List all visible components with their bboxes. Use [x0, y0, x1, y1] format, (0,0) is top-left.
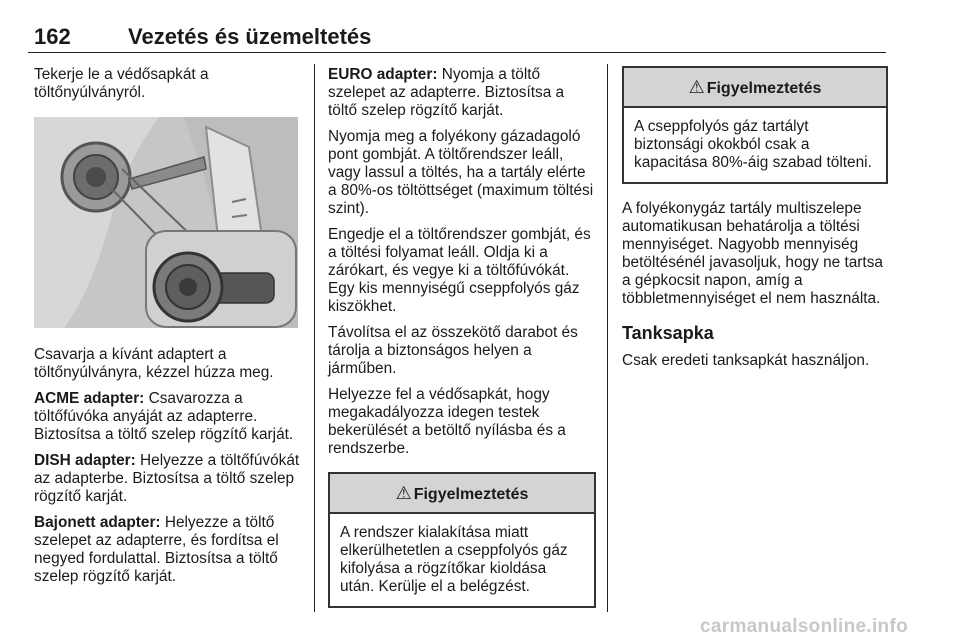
chapter-title: Vezetés és üzemeltetés	[128, 24, 372, 49]
acme-adapter-term: ACME adapter:	[34, 390, 145, 407]
paragraph: Csavarja a kívánt adaptert a töltőnyúlványra, kézzel húzza meg.	[34, 346, 274, 381]
column-divider	[607, 64, 608, 612]
section-heading: Tanksapka	[622, 323, 714, 343]
paragraph: Csak eredeti tanksapkát használjon.	[622, 352, 870, 369]
paragraph: Helyezze fel a védősapkát, hogy megakadályozza idegen testek bekerülését a betöltő nyílásba és a rendszerbe.	[328, 386, 566, 457]
warning-title: Figyelmeztetés	[706, 80, 822, 97]
paragraph: Távolítsa el az összekötő darabot és tárolja a biztonságos helyen a járműben.	[328, 324, 578, 377]
dish-adapter-paragraph	[34, 452, 300, 506]
acme-adapter-text: Csavarozza a töltőfúvóka anyáját az adapterre. Biztosítsa a töltő szelep rögzítő karját.	[34, 390, 294, 443]
euro-adapter-term: EURO adapter:	[328, 66, 438, 83]
paragraph: Engedje el a töltőrendszer gombját, és a töltési folyamat leáll. Oldja ki a zárókart, és vegye ki a töltőfúvókát. Egy kis mennyiségű cseppfolyós gáz kiszökhet.	[328, 226, 591, 315]
bajonett-adapter-paragraph	[34, 514, 300, 586]
fuel-filler-adapter-figure	[34, 117, 298, 328]
acme-adapter-paragraph	[34, 390, 300, 444]
column-middle	[328, 66, 596, 620]
warning-title: Figyelmeztetés	[413, 486, 529, 503]
dish-adapter-text: Helyezze a töltőfúvókát az adapterbe. Biztosítsa a töltő szelep rögzítő karját.	[34, 452, 300, 505]
warning-text: A rendszer kialakítása miatt elkerülhetetlen a cseppfolyós gáz kifolyása a rögzítőkar kioldása után. Kerülje el a belégzést.	[340, 524, 568, 595]
warning-triangle-icon: ⚠	[688, 77, 705, 97]
column-left	[34, 66, 300, 594]
dish-adapter-term: DISH adapter:	[34, 452, 136, 469]
euro-adapter-text: Nyomja a töltő szelepet az adapterre. Biztosítsa a töltő szelep rögzítő karját.	[328, 66, 565, 119]
warning-box	[328, 472, 596, 608]
warning-box	[622, 66, 888, 184]
page-number: 162	[34, 24, 71, 49]
paragraph: Nyomja meg a folyékony gázadagoló pont gombját. A töltőrendszer leáll, vagy lassul a töltés, ha a tartály elérte a 80%-os töltöttséget (maximum töltési szint).	[328, 128, 594, 217]
fuel-filler-adapter-illustration	[34, 117, 298, 328]
paragraph: Tekerje le a védősapkát a töltőnyúlványról.	[34, 66, 209, 101]
column-right	[622, 66, 888, 378]
warning-header	[330, 474, 594, 514]
paragraph: A folyékonygáz tartály multiszelepe automatikusan behatárolja a töltési mennyiséget. Nagyobb mennyiség betöltésénél javasoljuk, hogy ne tartsa a gépkocsit napon, amíg a többletmennyiséget el nem használta.	[622, 200, 883, 307]
warning-header	[624, 68, 886, 108]
column-divider	[314, 64, 315, 612]
watermark: carmanualsonline.info	[700, 616, 908, 637]
page-header	[28, 22, 886, 53]
warning-triangle-icon: ⚠	[395, 483, 412, 503]
euro-adapter-paragraph	[328, 66, 596, 120]
warning-text: A cseppfolyós gáz tartályt biztonsági okokból csak a kapacitása 80%-áig szabad tölteni.	[634, 118, 872, 171]
bajonett-adapter-text: Helyezze a töltő szelepet az adapterre, és fordítsa el negyed fordulattal. Biztosítsa a töltő szelep rögzítő karját.	[34, 514, 279, 585]
bajonett-adapter-term: Bajonett adapter:	[34, 514, 161, 531]
